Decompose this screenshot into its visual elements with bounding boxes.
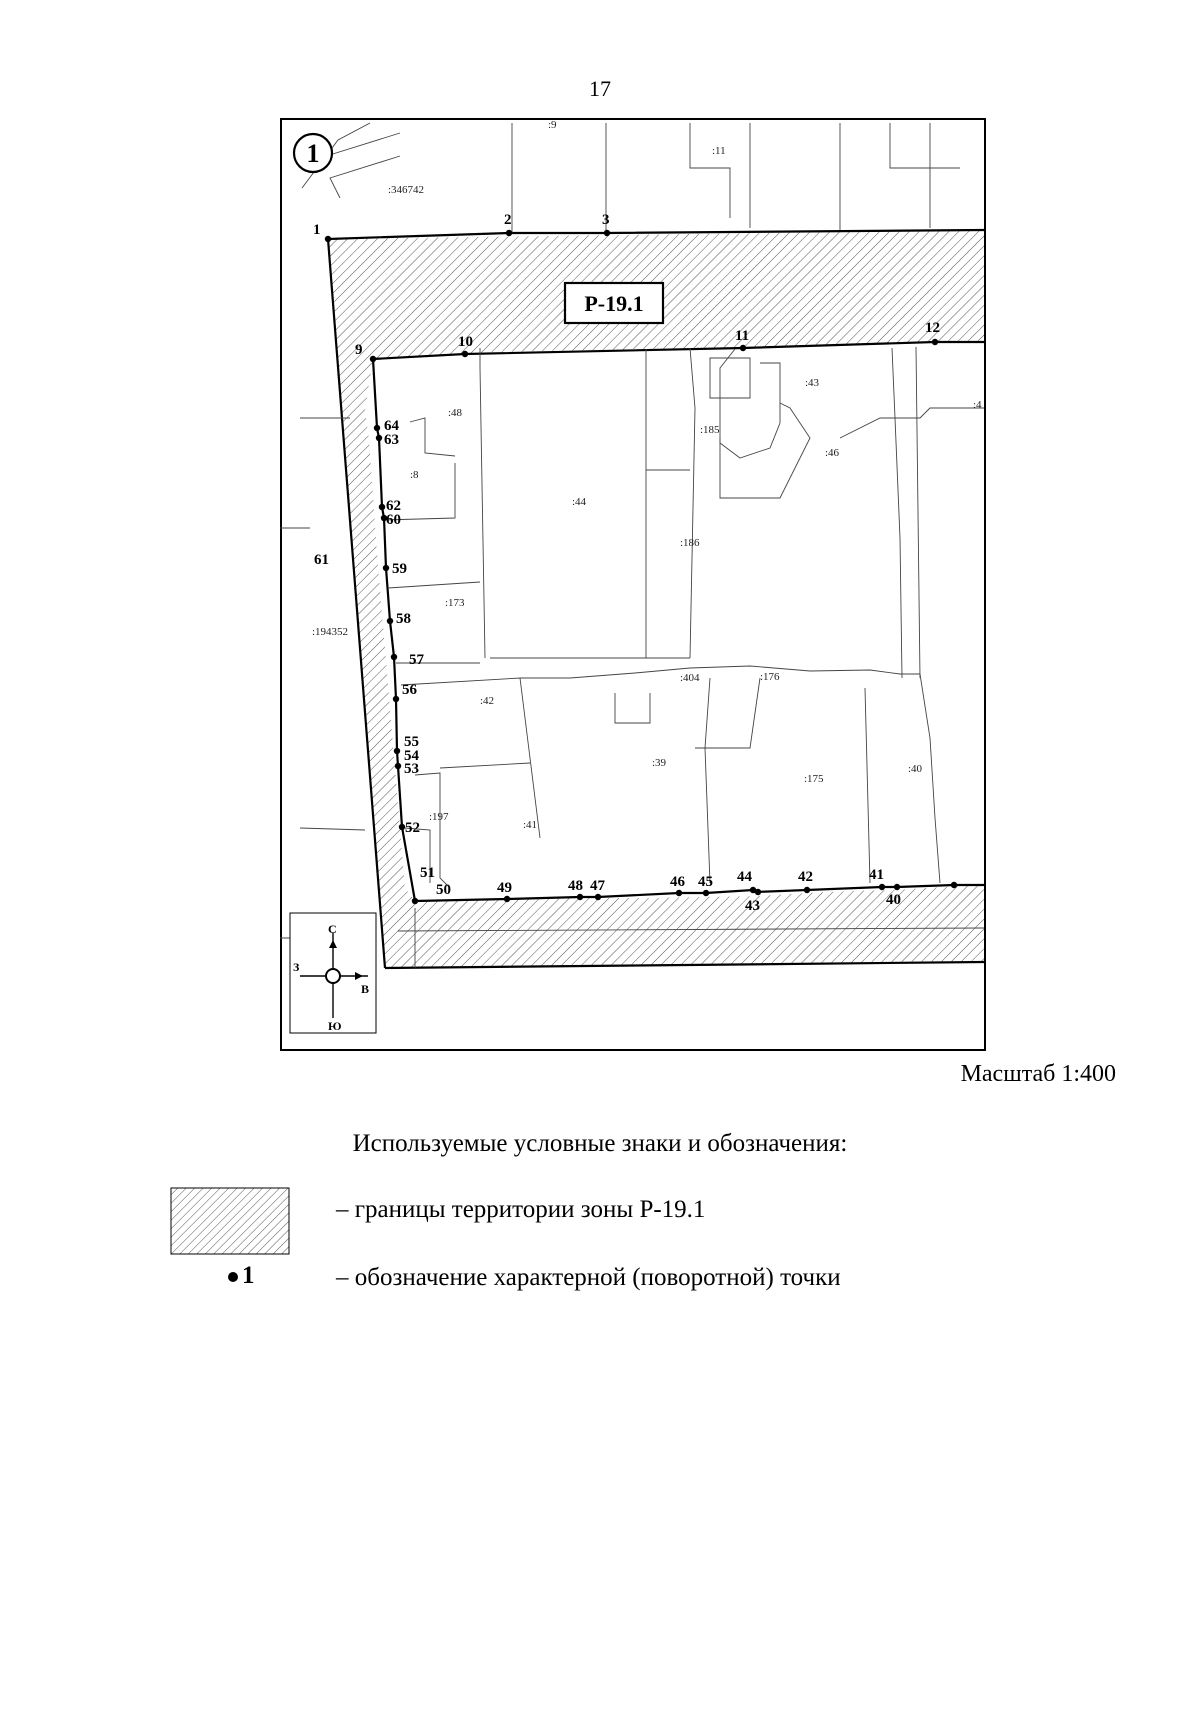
point-label: 50	[436, 882, 451, 898]
point-label: 64	[384, 418, 399, 434]
sheet-number: 1	[306, 139, 320, 168]
point-label: 49	[497, 880, 512, 896]
point-label: 47	[590, 878, 605, 894]
point-label: 40	[886, 892, 901, 908]
point-label: 3	[602, 212, 610, 228]
parcel-label: :185	[700, 424, 720, 436]
parcel-label: :8	[410, 469, 419, 481]
point-label: 9	[355, 342, 363, 358]
parcel-label: :194352	[312, 626, 349, 638]
parcel-label: :44	[572, 496, 587, 508]
parcel-label: :46	[825, 447, 840, 459]
point-label: 63	[384, 432, 399, 448]
parcel-label: :9	[548, 119, 557, 131]
point-label: 10	[458, 334, 473, 350]
point-label: 44	[737, 869, 752, 885]
parcel-label: :11	[712, 145, 726, 157]
point-label: 51	[420, 865, 435, 881]
parcel-label: :186	[680, 537, 700, 549]
point-label: 41	[869, 867, 884, 883]
legend-hatch-swatch	[170, 1187, 290, 1255]
compass-rose	[290, 913, 376, 1033]
parcel-label: :173	[445, 597, 465, 609]
point-label: 46	[670, 874, 685, 890]
point-label: 59	[392, 561, 407, 577]
point-label: 55	[404, 734, 419, 750]
parcel-label: 61	[314, 552, 329, 568]
point-label: 54	[404, 748, 419, 764]
parcel-label: :404	[680, 672, 700, 684]
point-label: 58	[396, 611, 411, 627]
legend-point-text: – обозначение характерной (поворотной) точки	[336, 1264, 841, 1291]
compass-south: Ю	[328, 1019, 342, 1033]
point-label: 11	[735, 328, 750, 344]
parcel-label: :41	[523, 819, 538, 831]
compass-west: З	[293, 960, 300, 974]
parcel-label: :48	[448, 407, 463, 419]
point-label: 53	[404, 761, 419, 777]
parcel-label: :175	[804, 773, 824, 785]
point-label: 57	[409, 652, 424, 668]
legend-zone-text: – границы территории зоны Р-19.1	[336, 1196, 706, 1223]
point-label: 62	[386, 498, 401, 514]
point-label: 48	[568, 878, 583, 894]
compass-north: С	[328, 922, 337, 936]
point-label: 2	[504, 212, 512, 228]
point-label: 42	[798, 869, 813, 885]
cadastral-map	[280, 118, 986, 1051]
parcel-label: :43	[805, 377, 820, 389]
legend-point-label: 1	[242, 1262, 255, 1289]
point-label: 56	[402, 682, 417, 698]
point-label: 43	[745, 898, 760, 914]
point-dot-icon	[228, 1272, 238, 1282]
parcel-label: :197	[429, 811, 449, 823]
point-label: 60	[386, 512, 401, 528]
parcel-label: :4	[973, 399, 982, 411]
parcel-label: :39	[652, 757, 667, 769]
point-label: 45	[698, 874, 713, 890]
point-label: 12	[925, 320, 940, 336]
compass-east: В	[361, 982, 370, 996]
zone-label: Р-19.1	[584, 291, 644, 316]
sheet-number-badge	[294, 134, 332, 172]
parcel-label: :346742	[388, 184, 425, 196]
point-label: 1	[313, 222, 321, 238]
legend-title: Используемые условные знаки и обозначения:	[352, 1130, 848, 1157]
zone-label-box	[565, 283, 663, 323]
parcel-label: :42	[480, 695, 495, 707]
legend-point-symbol	[228, 1262, 255, 1290]
parcel-label: :176	[760, 671, 780, 683]
map-scale: Масштаб 1:400	[960, 1061, 1116, 1087]
point-label: 52	[405, 820, 420, 836]
parcel-label: :40	[908, 763, 923, 775]
page-number: 17	[589, 76, 611, 101]
